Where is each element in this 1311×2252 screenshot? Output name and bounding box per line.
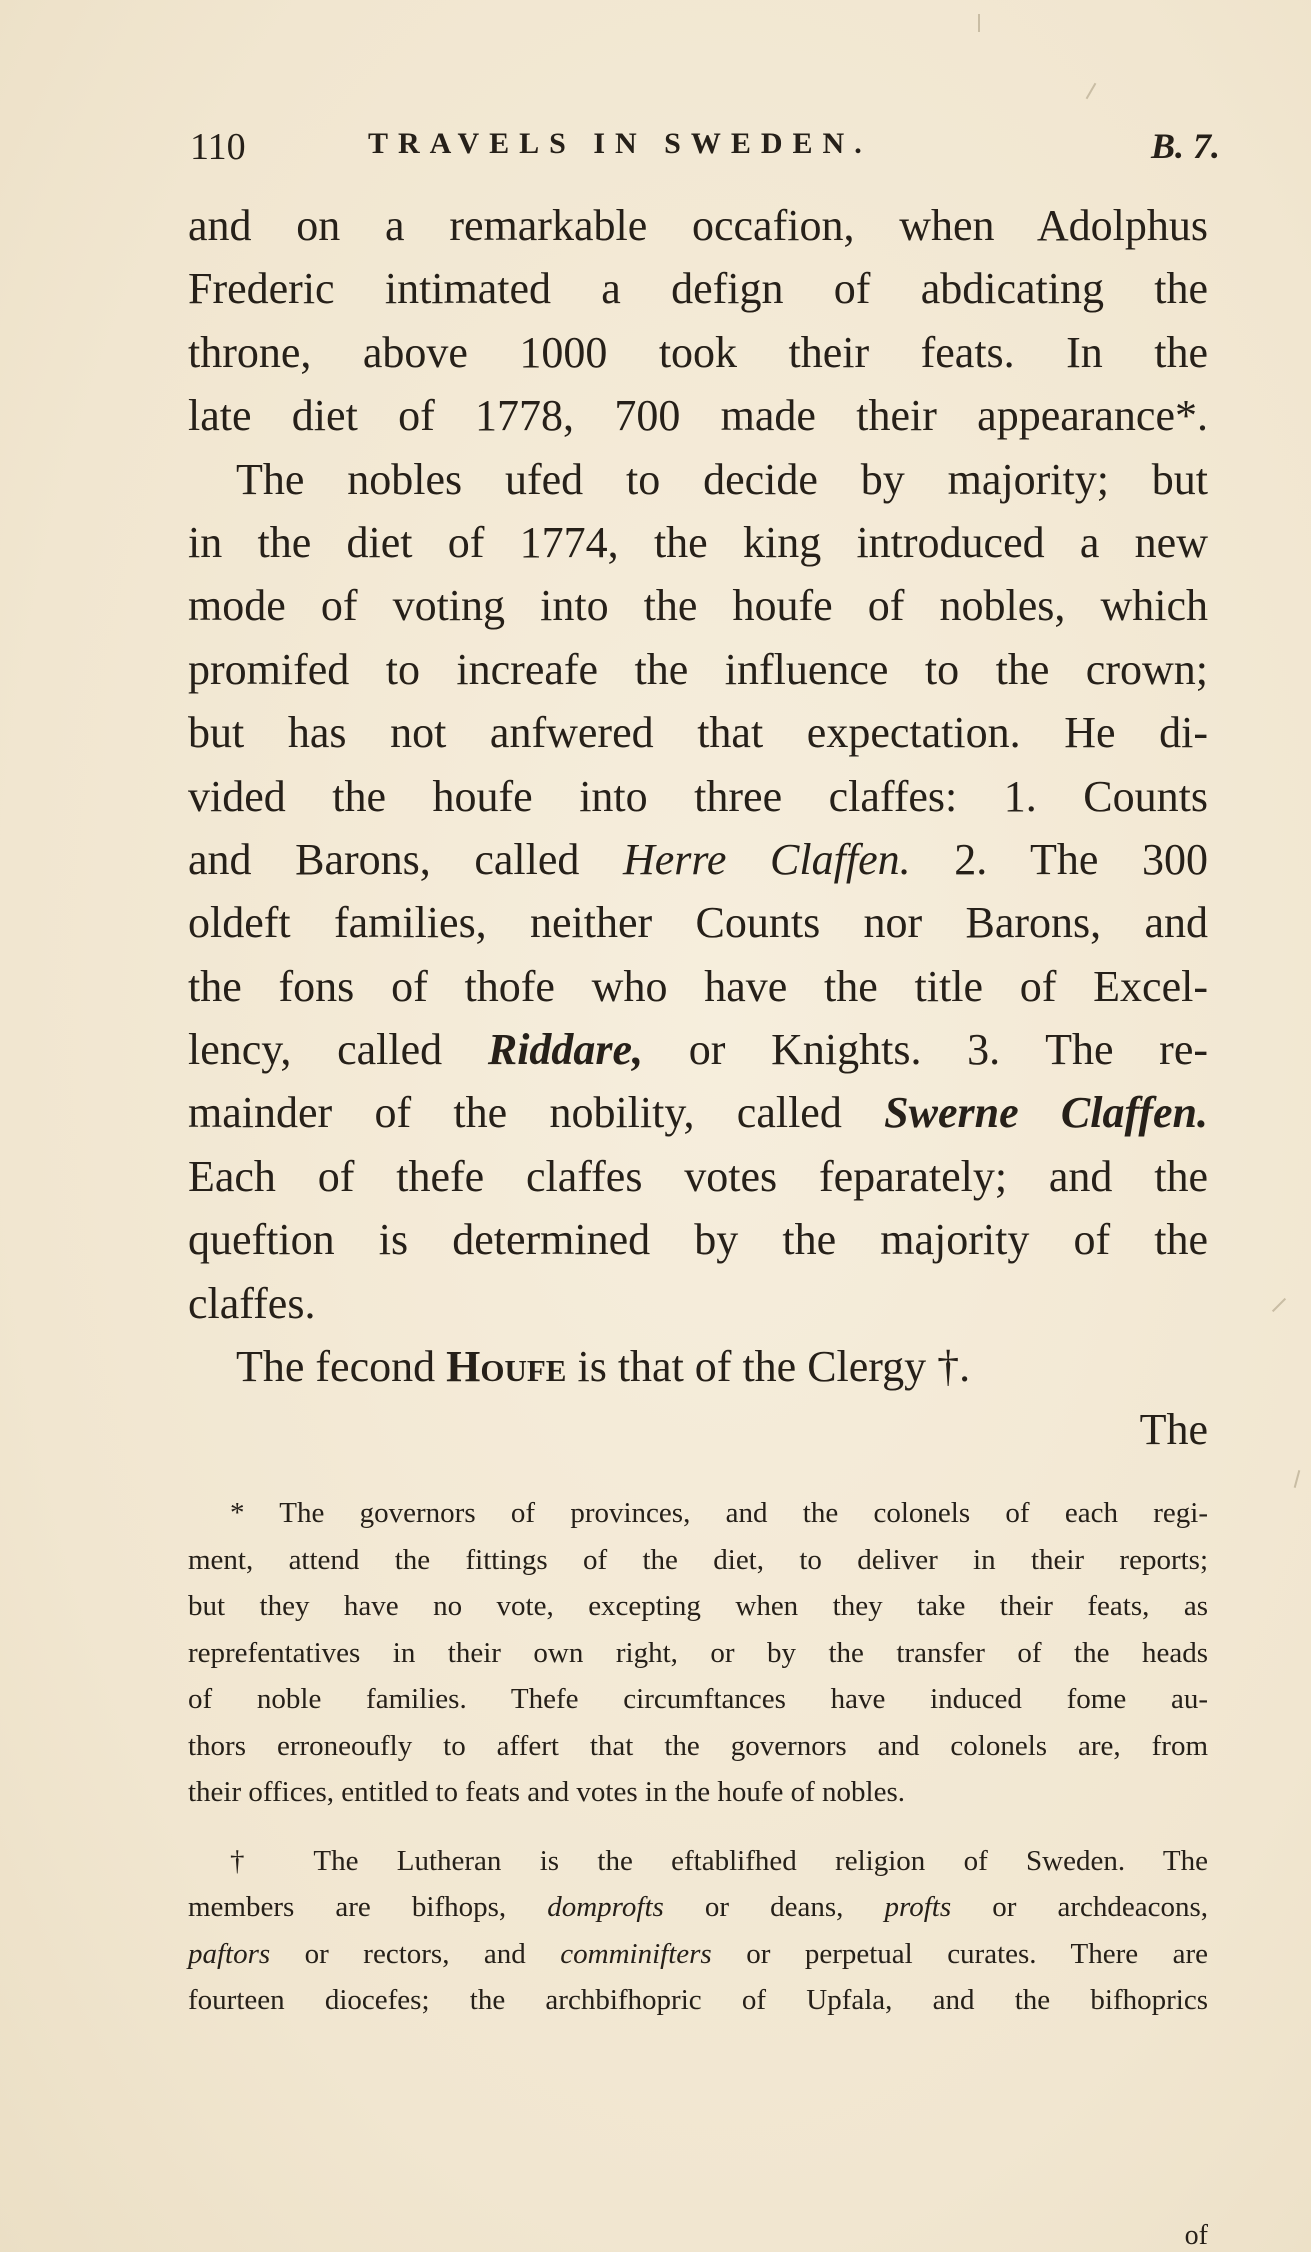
text-run: The fecond <box>236 1342 447 1392</box>
chapter-reference: B. 7. <box>1150 126 1220 166</box>
text-line: The nobles ufed to decide by majority; but <box>236 454 1208 504</box>
main-text <box>188 194 1208 1462</box>
italic-term: domprofts <box>547 1891 664 1923</box>
text-run: members are bifhops, <box>188 1891 548 1923</box>
text-line: but has not anfwered that expectation. He di- <box>188 708 1208 758</box>
running-title: TRAVELS IN SWEDEN. <box>368 127 872 160</box>
footnote-line: ment, attend the fittings of the diet, to deliver in their reports; <box>188 1543 1208 1576</box>
footnote-line: fourteen diocefes; the archbifhopric of Upfala, and the bifhoprics <box>188 1984 1208 2016</box>
text-line: Frederic intimated a defign of abdicating the <box>188 264 1208 314</box>
text-line <box>188 1335 1208 1398</box>
text-run: or Knights. 3. The re- <box>643 1025 1208 1075</box>
text-run: 2. The 300 <box>910 834 1208 884</box>
text-line: claffes. <box>188 1278 316 1328</box>
footnote-line: thors erroneoufly to affert that the governors and colonels are, from <box>188 1729 1208 1762</box>
text-line: throne, above 1000 took their feats. In the <box>188 327 1208 377</box>
paper-speck <box>978 14 980 32</box>
footnote-line: of noble families. Thefe circumftances have induced fome au- <box>188 1683 1208 1715</box>
text-line <box>188 1081 1208 1144</box>
footnote-separator <box>188 1816 1208 1838</box>
footnotes <box>188 1490 1208 2024</box>
text-run: mainder of the nobility, called <box>188 1088 885 1138</box>
footnote-line: † The Lutheran is the eftablifhed religion of Sweden. The <box>230 1844 1208 1877</box>
italic-term: Riddare, <box>487 1025 644 1075</box>
text-line: queftion is determined by the majority of the <box>188 1215 1208 1265</box>
italic-term: comminifters <box>560 1937 712 1970</box>
footnote-line <box>188 1931 1208 1978</box>
text-line <box>188 828 1208 891</box>
text-line: Each of thefe claffes votes feparately; and the <box>188 1151 1208 1201</box>
text-line: vided the houfe into three claffes: 1. Counts <box>188 771 1208 821</box>
page-header <box>190 125 1220 175</box>
small-caps-term: Houfe <box>446 1342 567 1392</box>
text-run: or deans, <box>663 1891 885 1923</box>
text-run: or perpetual curates. There are <box>711 1937 1208 1970</box>
italic-term: Herre Claffen. <box>623 834 911 884</box>
text-line: promifed to increafe the influence to the crown; <box>188 644 1208 694</box>
text-run: and Barons, called <box>188 834 623 884</box>
paper-speck <box>1272 1298 1286 1312</box>
text-line: in the diet of 1774, the king introduced a new <box>188 517 1208 567</box>
page-number: 110 <box>190 126 246 168</box>
italic-term: Swerne Claffen. <box>884 1088 1208 1138</box>
footnote-line: their offices, entitled to feats and votes in the houfe of nobles. <box>188 1776 906 1808</box>
text-line <box>188 1018 1208 1081</box>
footnote-line: reprefentatives in their own right, or by the transfer of the heads <box>188 1636 1208 1669</box>
catchword-line: The <box>1139 1405 1208 1455</box>
footnote-catchword: of <box>1184 2220 1208 2251</box>
text-line: oldeft families, neither Counts nor Barons, and <box>188 898 1208 948</box>
text-run: or archdeacons, <box>951 1891 1209 1923</box>
text-line: the fons of thofe who have the title of Excel- <box>188 961 1208 1011</box>
footnote-line: * The governors of provinces, and the colonels of each regi- <box>230 1497 1208 1529</box>
text-line: late diet of 1778, 700 made their appearance*. <box>188 391 1208 441</box>
text-line: mode of voting into the houfe of nobles, which <box>188 581 1208 631</box>
text-run: or rectors, and <box>270 1937 561 1970</box>
text-run: lency, called <box>188 1025 488 1075</box>
footnote-line: but they have no vote, excepting when they take their feats, as <box>188 1590 1208 1622</box>
footnote-line <box>188 1884 1208 1931</box>
italic-term: profts <box>884 1891 952 1923</box>
text-line: and on a remarkable occafion, when Adolphus <box>188 201 1208 250</box>
italic-term: paftors <box>188 1937 271 1970</box>
text-run: is that of the Clergy †. <box>566 1342 971 1392</box>
paper-speck <box>1294 1470 1301 1488</box>
paper-speck <box>1086 83 1097 100</box>
